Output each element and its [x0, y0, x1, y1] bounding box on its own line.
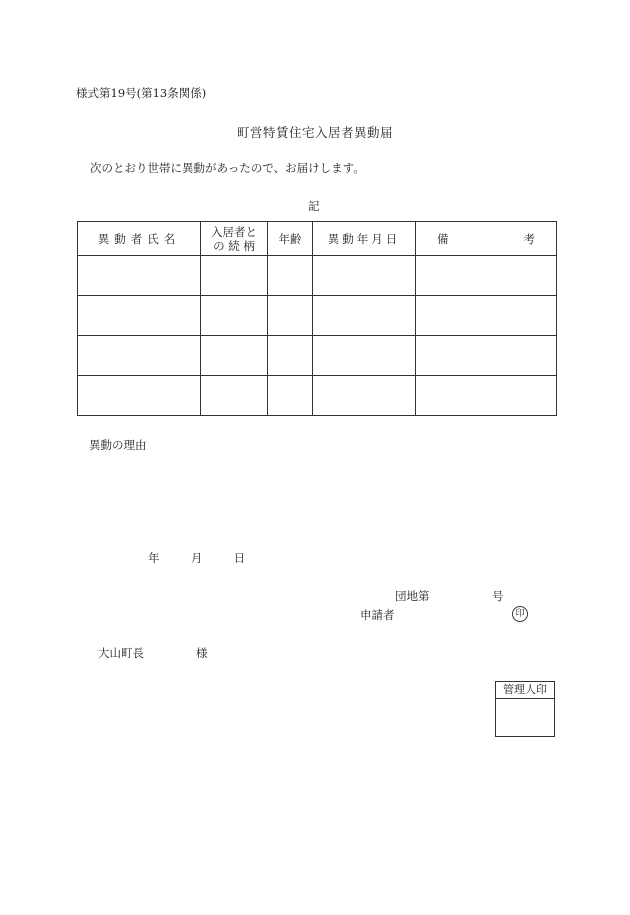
page-title: 町営特賃住宅入居者異動届: [236, 125, 393, 140]
month-label: 月: [190, 551, 203, 565]
header-age: 年齢: [268, 222, 313, 256]
cell-age[interactable]: [268, 376, 313, 416]
date-line: [148, 550, 245, 566]
header-name: 異動者氏名: [78, 222, 201, 256]
cell-remarks[interactable]: [416, 376, 557, 416]
intro-text: 次のとおり世帯に異動があったので、お届けします。: [90, 161, 365, 175]
cell-date[interactable]: [313, 376, 416, 416]
cell-age[interactable]: [268, 336, 313, 376]
table-row: [78, 336, 557, 376]
cell-name[interactable]: [78, 376, 201, 416]
cell-date[interactable]: [313, 296, 416, 336]
header-remarks: 備 考: [416, 222, 557, 256]
cell-date[interactable]: [313, 256, 416, 296]
cell-date[interactable]: [313, 336, 416, 376]
cell-relation[interactable]: [201, 256, 268, 296]
cell-relation[interactable]: [201, 376, 268, 416]
day-label: 日: [233, 551, 246, 565]
manager-seal-box: [495, 681, 555, 737]
cell-remarks[interactable]: [416, 256, 557, 296]
table-header-row: [78, 222, 557, 256]
addressee-honorific: 様: [196, 646, 208, 660]
addressee-name: 大山町長: [98, 646, 144, 660]
cell-name[interactable]: [78, 336, 201, 376]
header-date: 異動年月日: [313, 222, 416, 256]
danchi-label: 団地第: [395, 589, 430, 603]
cell-relation[interactable]: [201, 296, 268, 336]
cell-age[interactable]: [268, 296, 313, 336]
cell-name[interactable]: [78, 296, 201, 336]
cell-relation[interactable]: [201, 336, 268, 376]
cell-remarks[interactable]: [416, 296, 557, 336]
year-label: 年: [148, 551, 160, 565]
cell-age[interactable]: [268, 256, 313, 296]
table-row: [78, 376, 557, 416]
table-row: [78, 256, 557, 296]
manager-seal-label: 管理人印: [496, 682, 554, 699]
seal-mark-icon: 印: [512, 606, 528, 622]
cell-remarks[interactable]: [416, 336, 557, 376]
header-relation: 入居者と の 続 柄: [201, 222, 268, 256]
reason-label: 異動の理由: [89, 438, 147, 452]
ki-label: 記: [308, 199, 320, 213]
applicant-label: 申請者: [360, 608, 395, 622]
danchi-go-label: 号: [492, 589, 504, 603]
cell-name[interactable]: [78, 256, 201, 296]
table-row: [78, 296, 557, 336]
change-table: [77, 221, 557, 416]
form-number: 様式第19号(第13条関係): [76, 86, 207, 100]
